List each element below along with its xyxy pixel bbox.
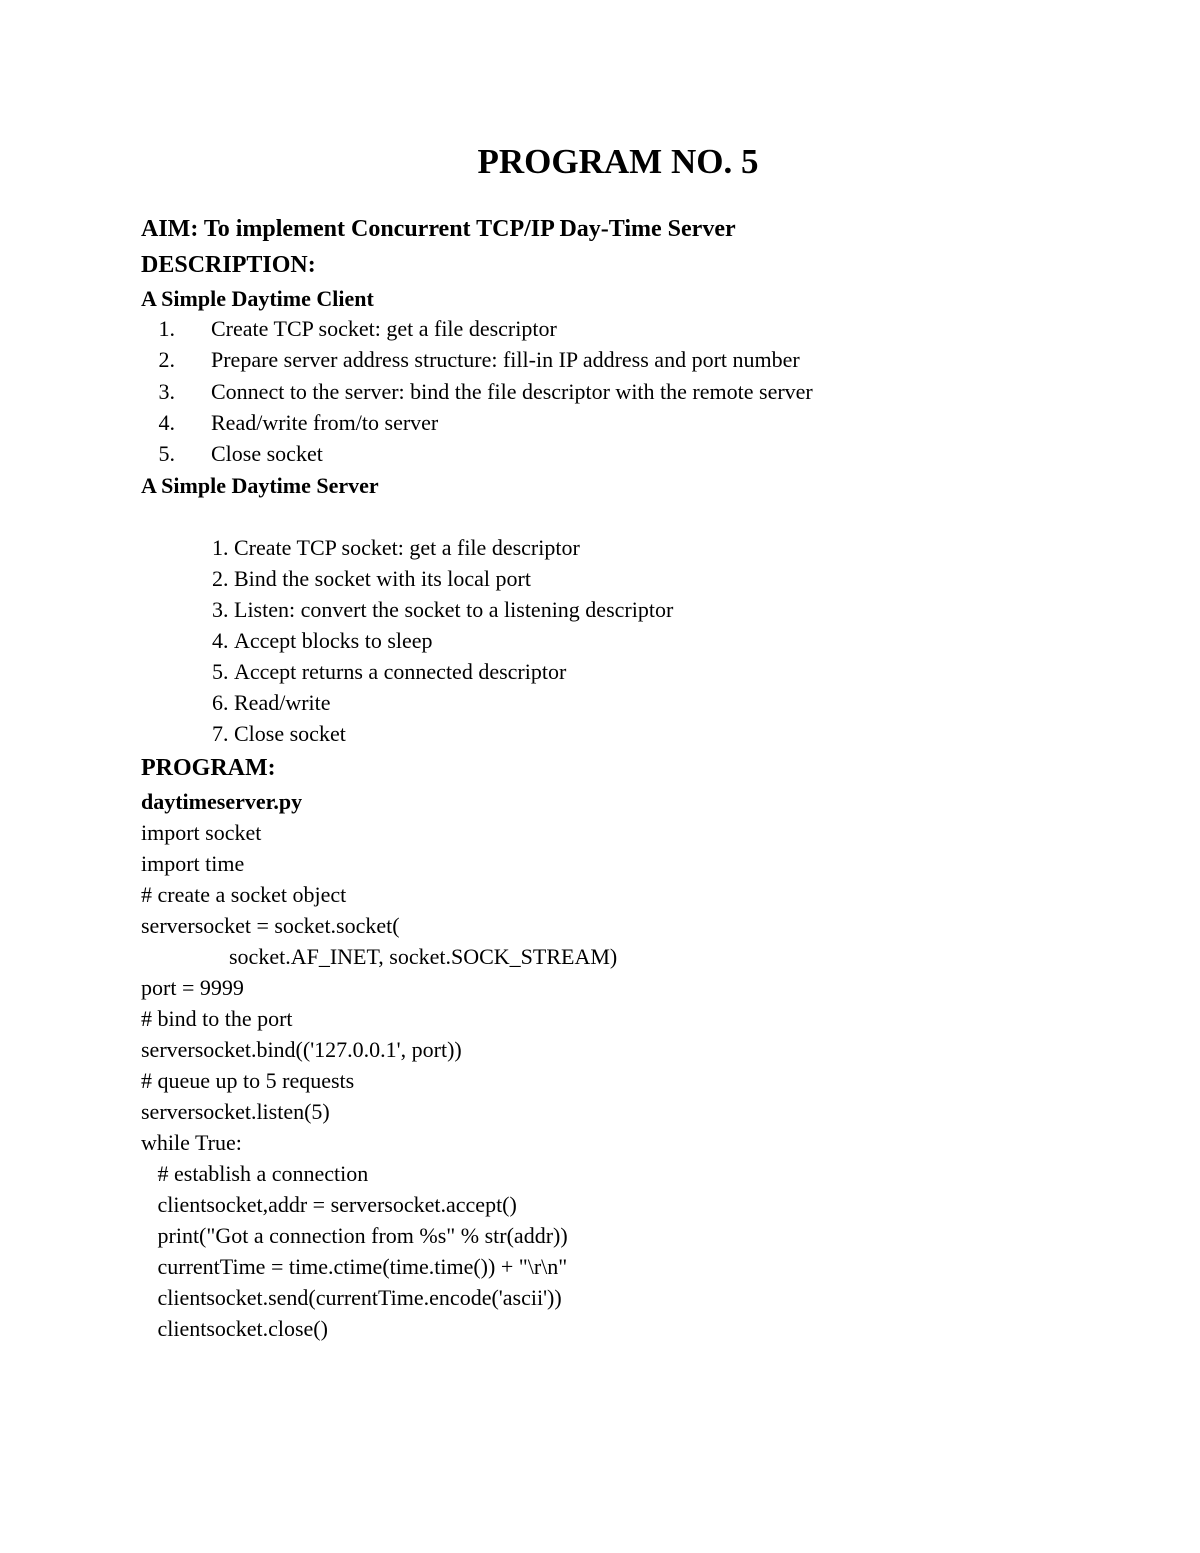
step-text: Close socket	[234, 721, 346, 746]
step-text: Create TCP socket: get a file descriptor	[211, 316, 557, 341]
step-number: 1.	[158, 316, 175, 341]
program-heading: PROGRAM:	[141, 755, 276, 781]
step-text: Prepare server address structure: fill-in IP address and port number	[211, 347, 800, 372]
step-number: 5.	[158, 441, 175, 466]
step-number: 2.	[212, 566, 229, 591]
server-heading: A Simple Daytime Server	[141, 473, 379, 498]
server-step	[212, 626, 433, 656]
code-line: while True:	[141, 1130, 242, 1155]
code-line: serversocket.listen(5)	[141, 1099, 330, 1124]
client-heading: A Simple Daytime Client	[141, 286, 374, 311]
step-number: 5.	[212, 659, 229, 684]
code-line: socket.AF_INET, socket.SOCK_STREAM)	[141, 944, 618, 969]
step-text: Accept blocks to sleep	[234, 628, 433, 653]
step-number: 3.	[158, 379, 175, 404]
step-number: 4.	[158, 410, 175, 435]
step-number: 7.	[212, 721, 229, 746]
code-line: clientsocket,addr = serversocket.accept()	[141, 1192, 517, 1217]
code-line: print("Got a connection from %s" % str(addr))	[141, 1223, 568, 1248]
server-step	[212, 533, 580, 563]
client-step	[141, 408, 438, 438]
server-step	[212, 688, 331, 718]
description-heading: DESCRIPTION:	[141, 252, 316, 278]
step-text: Create TCP socket: get a file descriptor	[234, 535, 580, 560]
code-line: port = 9999	[141, 975, 244, 1000]
step-number: 2.	[158, 347, 175, 372]
page-title: PROGRAM NO. 5	[477, 142, 759, 181]
step-number: 3.	[212, 597, 229, 622]
server-step	[212, 564, 531, 594]
server-step	[212, 595, 673, 625]
code-line: clientsocket.send(currentTime.encode('ascii'))	[141, 1285, 562, 1310]
step-number: 4.	[212, 628, 229, 653]
client-step	[141, 439, 323, 469]
step-number: 6.	[212, 690, 229, 715]
step-text: Close socket	[211, 441, 323, 466]
code-line: serversocket = socket.socket(	[141, 913, 400, 938]
aim-heading: AIM: To implement Concurrent TCP/IP Day-Time Server	[141, 216, 736, 242]
server-step	[212, 657, 566, 687]
code-line: currentTime = time.ctime(time.time()) + "\r\n"	[141, 1254, 568, 1279]
client-step	[141, 345, 800, 375]
code-line: serversocket.bind(('127.0.0.1', port))	[141, 1037, 462, 1062]
code-line: import time	[141, 851, 245, 876]
client-step	[141, 377, 813, 407]
code-line: # create a socket object	[141, 882, 347, 907]
step-text: Connect to the server: bind the file descriptor with the remote server	[211, 379, 813, 404]
code-line: # bind to the port	[141, 1006, 293, 1031]
code-line: clientsocket.close()	[141, 1316, 328, 1341]
step-number: 1.	[212, 535, 229, 560]
client-step	[141, 314, 557, 344]
step-text: Listen: convert the socket to a listening descriptor	[234, 597, 674, 622]
step-text: Accept returns a connected descriptor	[234, 659, 567, 684]
server-step	[212, 719, 346, 749]
code-line: # queue up to 5 requests	[141, 1068, 355, 1093]
code-line: # establish a connection	[141, 1161, 369, 1186]
step-text: Read/write from/to server	[211, 410, 439, 435]
filename: daytimeserver.py	[141, 789, 303, 814]
step-text: Read/write	[234, 690, 331, 715]
code-line: import socket	[141, 820, 262, 845]
step-text: Bind the socket with its local port	[234, 566, 531, 591]
